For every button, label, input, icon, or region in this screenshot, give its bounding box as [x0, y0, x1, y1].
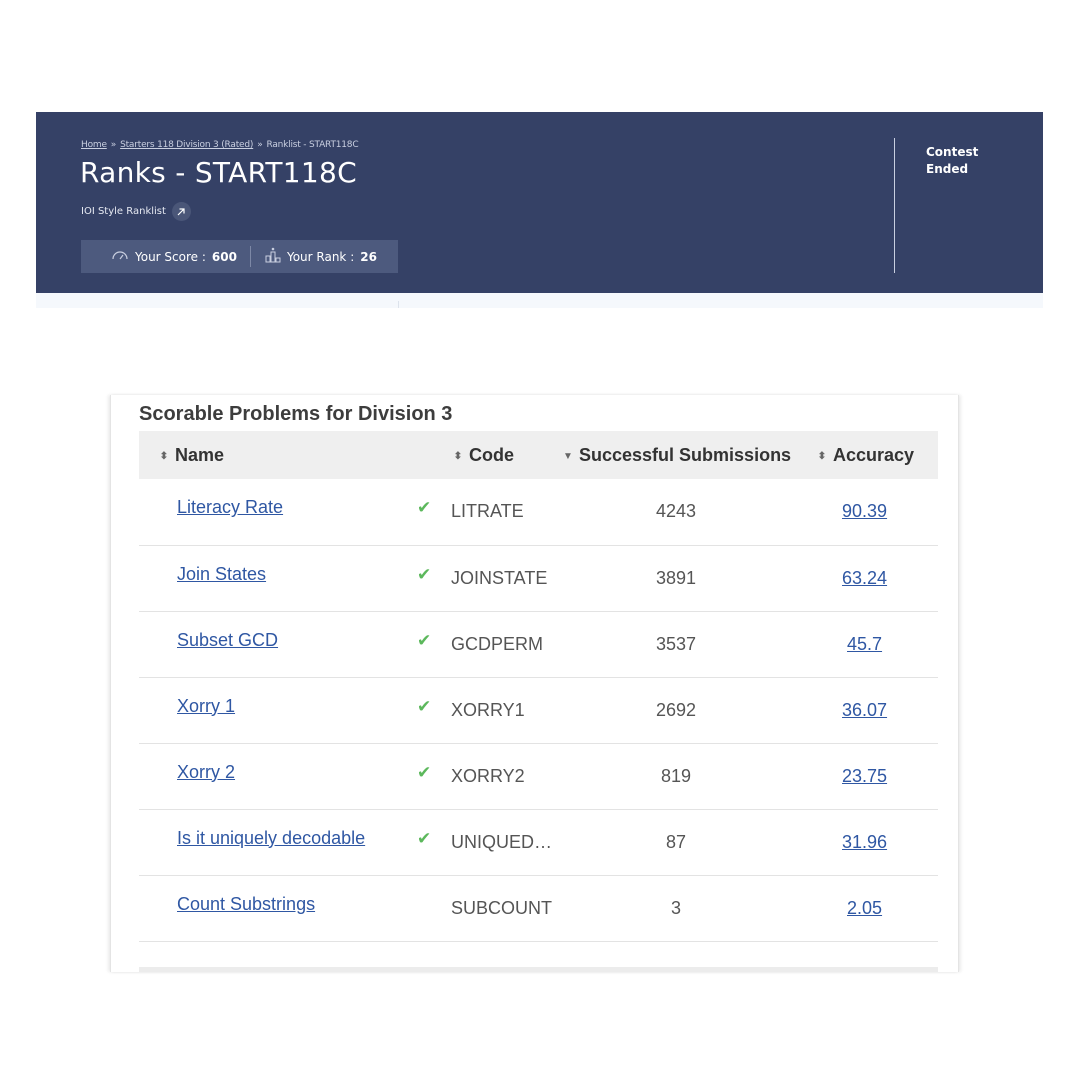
- table-row: [139, 479, 938, 545]
- accuracy-cell: [791, 809, 938, 875]
- table-row: [139, 677, 938, 743]
- sort-both-icon[interactable]: ⬍: [159, 450, 169, 462]
- accuracy-cell: [791, 479, 938, 545]
- column-header-label: Accuracy: [833, 444, 915, 465]
- column-header-submissions[interactable]: [561, 431, 791, 479]
- column-header-accuracy[interactable]: [791, 431, 938, 479]
- solved-status-cell: [411, 743, 451, 809]
- breadcrumb-separator: »: [110, 140, 117, 150]
- accuracy-link[interactable]: 90.39: [842, 501, 888, 522]
- problem-code: LITRATE: [451, 479, 561, 545]
- rank-value: 26: [360, 249, 377, 264]
- accuracy-cell: [791, 875, 938, 941]
- problem-code: XORRY1: [451, 677, 561, 743]
- problem-code: UNIQUED…: [451, 809, 561, 875]
- score-label: Your Score :: [135, 249, 206, 264]
- problem-code: XORRY2: [451, 743, 561, 809]
- tab-strip-divider: [398, 301, 399, 308]
- breadcrumb: [81, 140, 358, 150]
- checkmark-icon: ✔: [417, 498, 432, 518]
- rank-label: Your Rank :: [286, 249, 355, 264]
- accuracy-cell: [791, 677, 938, 743]
- checkmark-icon: ✔: [417, 564, 432, 584]
- solved-status-cell: [411, 809, 451, 875]
- problem-name-link[interactable]: Is it uniquely decodable: [177, 827, 366, 848]
- tab-strip: [36, 293, 1043, 308]
- successful-submissions: 4243: [561, 479, 791, 545]
- accuracy-cell: [791, 545, 938, 611]
- problems-table-body: [139, 479, 938, 941]
- header-divider: [894, 138, 895, 273]
- page-title: Ranks - START118C: [80, 156, 357, 189]
- checkmark-icon: ✔: [417, 762, 432, 782]
- solved-status-cell: [411, 545, 451, 611]
- column-header-label: Successful Submissions: [579, 444, 792, 465]
- sort-both-icon[interactable]: ⬍: [453, 450, 463, 462]
- score-divider: [250, 246, 251, 267]
- breadcrumb-home-link[interactable]: Home: [81, 140, 107, 150]
- successful-submissions: 819: [561, 743, 791, 809]
- checkmark-icon: ✔: [417, 696, 432, 716]
- accuracy-cell: [791, 611, 938, 677]
- breadcrumb-separator: »: [257, 140, 263, 150]
- external-link-icon[interactable]: [172, 202, 191, 221]
- accuracy-link[interactable]: 31.96: [842, 831, 888, 852]
- accuracy-link[interactable]: 36.07: [842, 699, 888, 720]
- column-header-label: Name: [175, 444, 225, 465]
- problems-section-title: Scorable Problems for Division 3: [139, 403, 453, 425]
- problem-name-link[interactable]: Xorry 2: [177, 761, 236, 782]
- checkmark-icon: ✔: [417, 630, 432, 650]
- column-header-code[interactable]: [451, 431, 561, 479]
- solved-status-cell: [411, 479, 451, 545]
- problem-name-cell: [139, 743, 411, 809]
- table-footer: [139, 967, 938, 972]
- accuracy-cell: [791, 743, 938, 809]
- score-value: 600: [211, 249, 237, 264]
- accuracy-link[interactable]: 2.05: [847, 897, 883, 918]
- score-summary: [81, 240, 398, 273]
- problem-name-link[interactable]: Subset GCD: [177, 629, 279, 650]
- table-row: [139, 743, 938, 809]
- problem-name-cell: [139, 611, 411, 677]
- table-header-row: [139, 431, 938, 479]
- ioi-ranklist-link[interactable]: [81, 202, 191, 221]
- speedometer-icon: [111, 249, 129, 264]
- problem-name-link[interactable]: Literacy Rate: [177, 497, 284, 518]
- problem-name-link[interactable]: Join States: [177, 563, 267, 584]
- problem-code: GCDPERM: [451, 611, 561, 677]
- sort-down-icon[interactable]: ▼: [563, 450, 573, 462]
- successful-submissions: 3537: [561, 611, 791, 677]
- problem-name-cell: [139, 809, 411, 875]
- problem-name-cell: [139, 479, 411, 545]
- problem-name-cell: [139, 677, 411, 743]
- ioi-ranklist-label: IOI Style Ranklist: [81, 206, 166, 217]
- successful-submissions: 87: [561, 809, 791, 875]
- checkmark-icon: ✔: [417, 828, 432, 848]
- problems-table: [139, 431, 938, 942]
- table-row: [139, 545, 938, 611]
- successful-submissions: 3: [561, 875, 791, 941]
- table-row: [139, 809, 938, 875]
- problem-name-link[interactable]: Xorry 1: [177, 695, 236, 716]
- solved-status-cell: [411, 677, 451, 743]
- problem-name-link[interactable]: Count Substrings: [177, 893, 316, 914]
- problems-card: [110, 395, 959, 972]
- column-header-label: Code: [469, 444, 514, 465]
- successful-submissions: 3891: [561, 545, 791, 611]
- podium-icon: [265, 247, 281, 266]
- contest-status: Contest Ended: [926, 145, 979, 176]
- breadcrumb-contest-link[interactable]: Starters 118 Division 3 (Rated): [120, 140, 254, 150]
- accuracy-link[interactable]: 63.24: [842, 567, 888, 588]
- solved-status-cell: [411, 875, 451, 941]
- problem-code: SUBCOUNT: [451, 875, 561, 941]
- column-header-name[interactable]: [139, 431, 451, 479]
- contest-header: [36, 112, 1043, 293]
- sort-both-icon[interactable]: ⬍: [817, 450, 827, 462]
- accuracy-link[interactable]: 23.75: [842, 765, 888, 786]
- your-rank: [265, 247, 377, 266]
- your-score: [81, 249, 237, 264]
- problem-name-cell: [139, 545, 411, 611]
- successful-submissions: 2692: [561, 677, 791, 743]
- table-row: [139, 875, 938, 941]
- problem-name-cell: [139, 875, 411, 941]
- problem-code: JOINSTATE: [451, 545, 561, 611]
- solved-status-cell: [411, 611, 451, 677]
- table-row: [139, 611, 938, 677]
- breadcrumb-current: Ranklist - START118C: [266, 140, 359, 150]
- accuracy-link[interactable]: 45.7: [847, 633, 883, 654]
